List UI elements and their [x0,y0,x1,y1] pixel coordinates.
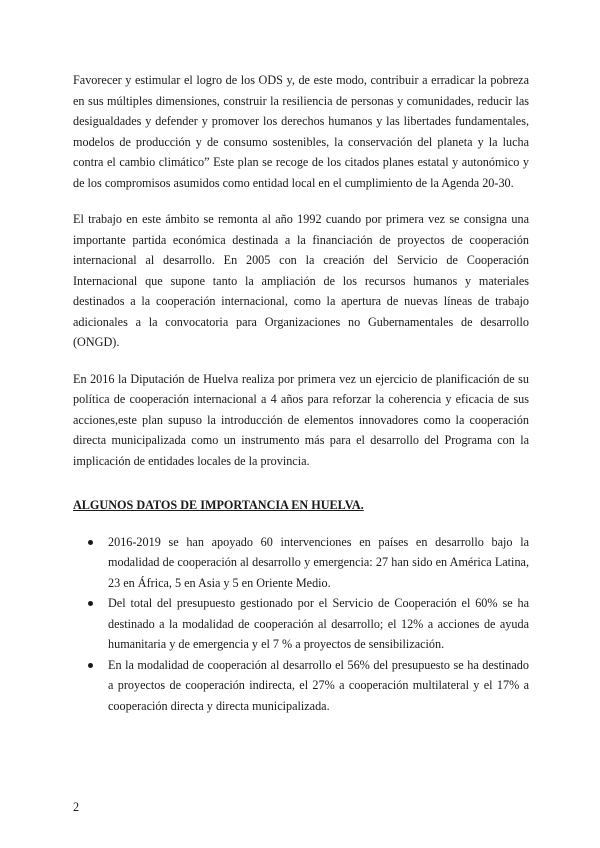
list-item [73,655,529,717]
list-item-text: 2016-2019 se han apoyado 60 intervenciones en países en desarrollo bajo la modalidad de cooperación al desarrollo y emergencia: 27 han sido en América Latina, 23 en África, 5 en Asia y 5 en Oriente Medio. [108,534,529,590]
bullet-icon [88,601,93,606]
bullet-icon [88,540,93,545]
list-item-text: En la modalidad de cooperación al desarrollo el 56% del presupuesto se ha destinado a proyectos de cooperación indirecta, el 27% a cooperación multilateral y el 17% a cooperación directa y directa municipalizada. [108,657,529,713]
data-bullet-list [73,532,529,717]
paragraph-history: El trabajo en este ámbito se remonta al año 1992 cuando por primera vez se consigna una importante partida económica destinada a la financiación de proyectos de cooperación internacional al desarrollo. En 2005 con la creación del Servicio de Cooperación Internacional que supone tanto la ampliación de los recursos humanos y materiales destinados a la cooperación internacional, como la apertura de nuevas líneas de trabajo adicionales a la convocatoria para Organizaciones no Gubernamentales de desarrollo (ONGD). [73,212,529,349]
paragraph-ods-goals: Favorecer y estimular el logro de los ODS y, de este modo, contribuir a erradicar la pobreza en sus múltiples dimensiones, construir la resiliencia de personas y comunidades, reducir las desigualdades y defender y promover los derechos humanos y las libertades fundamentales, modelos de producción y de consumo sostenibles, la conservación del planeta y la lucha contra el cambio climático” Este plan se recoge de los citados planes estatal y autonómico y de los compromisos asumidos como entidad local en el cumplimiento de la Agenda 20-30. [73,73,529,190]
bullet-icon [88,663,93,668]
paragraph-planning-2016: En 2016 la Diputación de Huelva realiza por primera vez un ejercicio de planificación de su política de cooperación internacional a 4 años para reforzar la coherencia y eficacia de sus acciones,este plan supuso la introducción de elementos innovadores como la cooperación directa municipalizada como un instrumento más para el desarrollo del Programa con la implicación de entidades locales de la provincia. [73,371,529,468]
list-item-text: Del total del presupuesto gestionado por el Servicio de Cooperación el 60% se ha destinado a la modalidad de cooperación al desarrollo; el 12% a acciones de ayuda humanitaria y de emergencia y el 7 % a proyectos de sensibilización. [108,596,529,651]
section-heading: ALGUNOS DATOS DE IMPORTANCIA EN HUELVA. [73,498,364,512]
list-item [73,532,529,594]
page-content [73,70,529,716]
page-number: 2 [73,800,80,814]
list-item [73,593,529,655]
